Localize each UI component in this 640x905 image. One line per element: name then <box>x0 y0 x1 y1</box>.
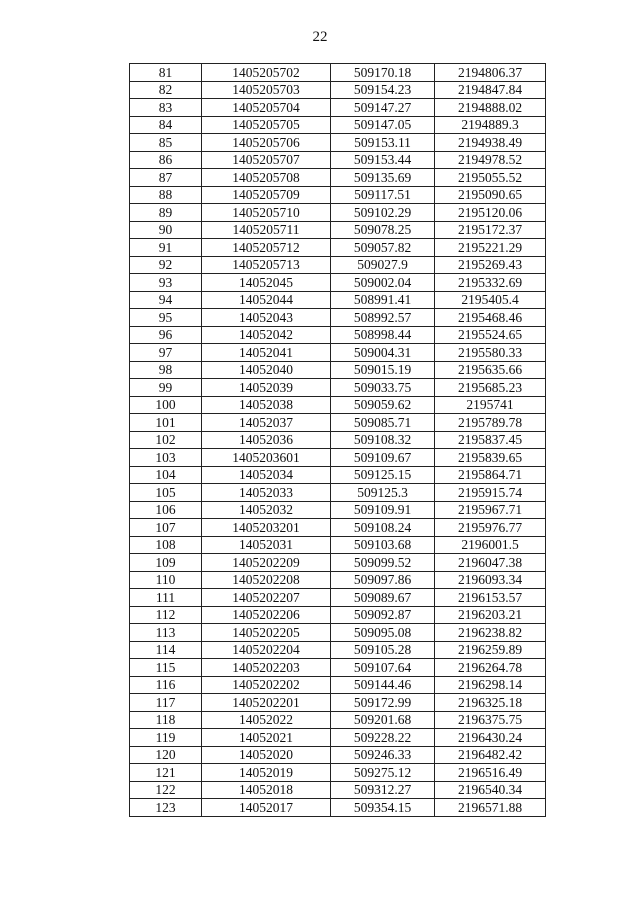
point-id-cell: 14052036 <box>202 431 331 449</box>
row-number-cell: 117 <box>130 694 202 712</box>
y-coordinate-cell: 2194978.52 <box>435 151 546 169</box>
row-number-cell: 97 <box>130 344 202 362</box>
x-coordinate-cell: 508992.57 <box>331 309 435 327</box>
y-coordinate-cell: 2195090.65 <box>435 186 546 204</box>
row-number-cell: 101 <box>130 414 202 432</box>
table-row <box>130 291 546 309</box>
table-row <box>130 186 546 204</box>
point-id-cell: 1405202204 <box>202 641 331 659</box>
table-row <box>130 256 546 274</box>
point-id-cell: 1405205706 <box>202 134 331 152</box>
table-row <box>130 64 546 82</box>
row-number-cell: 119 <box>130 729 202 747</box>
point-id-cell: 14052044 <box>202 291 331 309</box>
point-id-cell: 14052041 <box>202 344 331 362</box>
y-coordinate-cell: 2196001.5 <box>435 536 546 554</box>
y-coordinate-cell: 2194938.49 <box>435 134 546 152</box>
y-coordinate-cell: 2196264.78 <box>435 659 546 677</box>
row-number-cell: 82 <box>130 81 202 99</box>
x-coordinate-cell: 509312.27 <box>331 781 435 799</box>
x-coordinate-cell: 509097.86 <box>331 571 435 589</box>
x-coordinate-cell: 509154.23 <box>331 81 435 99</box>
table-row <box>130 431 546 449</box>
point-id-cell: 14052020 <box>202 746 331 764</box>
table-row <box>130 641 546 659</box>
y-coordinate-cell: 2195967.71 <box>435 501 546 519</box>
y-coordinate-cell: 2195864.71 <box>435 466 546 484</box>
point-id-cell: 14052018 <box>202 781 331 799</box>
y-coordinate-cell: 2194888.02 <box>435 99 546 117</box>
row-number-cell: 93 <box>130 274 202 292</box>
row-number-cell: 89 <box>130 204 202 222</box>
y-coordinate-cell: 2195120.06 <box>435 204 546 222</box>
table-row <box>130 326 546 344</box>
table-row <box>130 169 546 187</box>
x-coordinate-cell: 509002.04 <box>331 274 435 292</box>
x-coordinate-cell: 509102.29 <box>331 204 435 222</box>
y-coordinate-cell: 2196238.82 <box>435 624 546 642</box>
table-row <box>130 571 546 589</box>
row-number-cell: 88 <box>130 186 202 204</box>
table-row <box>130 396 546 414</box>
point-id-cell: 1405202203 <box>202 659 331 677</box>
x-coordinate-cell: 509092.87 <box>331 606 435 624</box>
row-number-cell: 86 <box>130 151 202 169</box>
y-coordinate-cell: 2196153.57 <box>435 589 546 607</box>
row-number-cell: 113 <box>130 624 202 642</box>
point-id-cell: 1405202206 <box>202 606 331 624</box>
table-row <box>130 659 546 677</box>
y-coordinate-cell: 2195055.52 <box>435 169 546 187</box>
row-number-cell: 122 <box>130 781 202 799</box>
x-coordinate-cell: 509109.91 <box>331 501 435 519</box>
row-number-cell: 107 <box>130 519 202 537</box>
table-row <box>130 221 546 239</box>
x-coordinate-cell: 509103.68 <box>331 536 435 554</box>
row-number-cell: 92 <box>130 256 202 274</box>
y-coordinate-cell: 2195741 <box>435 396 546 414</box>
table-row <box>130 116 546 134</box>
y-coordinate-cell: 2196325.18 <box>435 694 546 712</box>
x-coordinate-cell: 509033.75 <box>331 379 435 397</box>
point-id-cell: 14052032 <box>202 501 331 519</box>
point-id-cell: 14052017 <box>202 799 331 817</box>
x-coordinate-cell: 509004.31 <box>331 344 435 362</box>
point-id-cell: 14052040 <box>202 361 331 379</box>
x-coordinate-cell: 509354.15 <box>331 799 435 817</box>
point-id-cell: 1405205705 <box>202 116 331 134</box>
x-coordinate-cell: 509275.12 <box>331 764 435 782</box>
x-coordinate-cell: 509095.08 <box>331 624 435 642</box>
row-number-cell: 83 <box>130 99 202 117</box>
x-coordinate-cell: 509089.67 <box>331 589 435 607</box>
x-coordinate-cell: 509085.71 <box>331 414 435 432</box>
point-id-cell: 1405202205 <box>202 624 331 642</box>
table-row <box>130 379 546 397</box>
row-number-cell: 115 <box>130 659 202 677</box>
row-number-cell: 118 <box>130 711 202 729</box>
x-coordinate-cell: 509117.51 <box>331 186 435 204</box>
y-coordinate-cell: 2196047.38 <box>435 554 546 572</box>
x-coordinate-cell: 508998.44 <box>331 326 435 344</box>
point-id-cell: 14052031 <box>202 536 331 554</box>
x-coordinate-cell: 509015.19 <box>331 361 435 379</box>
x-coordinate-cell: 509057.82 <box>331 239 435 257</box>
coordinates-table-body <box>130 64 546 817</box>
point-id-cell: 14052037 <box>202 414 331 432</box>
point-id-cell: 1405205709 <box>202 186 331 204</box>
table-row <box>130 589 546 607</box>
row-number-cell: 106 <box>130 501 202 519</box>
table-row <box>130 344 546 362</box>
table-row <box>130 781 546 799</box>
y-coordinate-cell: 2194847.84 <box>435 81 546 99</box>
x-coordinate-cell: 509108.24 <box>331 519 435 537</box>
point-id-cell: 1405202209 <box>202 554 331 572</box>
point-id-cell: 1405202202 <box>202 676 331 694</box>
row-number-cell: 110 <box>130 571 202 589</box>
point-id-cell: 1405205703 <box>202 81 331 99</box>
y-coordinate-cell: 2196571.88 <box>435 799 546 817</box>
table-row <box>130 449 546 467</box>
row-number-cell: 123 <box>130 799 202 817</box>
point-id-cell: 14052043 <box>202 309 331 327</box>
row-number-cell: 84 <box>130 116 202 134</box>
y-coordinate-cell: 2195405.4 <box>435 291 546 309</box>
table-row <box>130 99 546 117</box>
table-row <box>130 694 546 712</box>
table-row <box>130 501 546 519</box>
point-id-cell: 1405202208 <box>202 571 331 589</box>
point-id-cell: 14052042 <box>202 326 331 344</box>
table-row <box>130 519 546 537</box>
row-number-cell: 98 <box>130 361 202 379</box>
y-coordinate-cell: 2196516.49 <box>435 764 546 782</box>
row-number-cell: 116 <box>130 676 202 694</box>
point-id-cell: 14052038 <box>202 396 331 414</box>
x-coordinate-cell: 509153.11 <box>331 134 435 152</box>
table-row <box>130 729 546 747</box>
table-row <box>130 799 546 817</box>
point-id-cell: 14052034 <box>202 466 331 484</box>
point-id-cell: 1405205710 <box>202 204 331 222</box>
table-row <box>130 554 546 572</box>
x-coordinate-cell: 509144.46 <box>331 676 435 694</box>
point-id-cell: 14052019 <box>202 764 331 782</box>
row-number-cell: 111 <box>130 589 202 607</box>
table-row <box>130 134 546 152</box>
table-row <box>130 484 546 502</box>
row-number-cell: 96 <box>130 326 202 344</box>
y-coordinate-cell: 2196203.21 <box>435 606 546 624</box>
row-number-cell: 87 <box>130 169 202 187</box>
point-id-cell: 1405205708 <box>202 169 331 187</box>
x-coordinate-cell: 509201.68 <box>331 711 435 729</box>
y-coordinate-cell: 2196298.14 <box>435 676 546 694</box>
table-row <box>130 274 546 292</box>
row-number-cell: 91 <box>130 239 202 257</box>
point-id-cell: 1405202207 <box>202 589 331 607</box>
coordinates-table <box>129 63 546 817</box>
row-number-cell: 94 <box>130 291 202 309</box>
x-coordinate-cell: 509147.27 <box>331 99 435 117</box>
x-coordinate-cell: 509147.05 <box>331 116 435 134</box>
row-number-cell: 90 <box>130 221 202 239</box>
y-coordinate-cell: 2195468.46 <box>435 309 546 327</box>
point-id-cell: 14052021 <box>202 729 331 747</box>
row-number-cell: 114 <box>130 641 202 659</box>
row-number-cell: 81 <box>130 64 202 82</box>
table-row <box>130 536 546 554</box>
table-row <box>130 361 546 379</box>
x-coordinate-cell: 509153.44 <box>331 151 435 169</box>
y-coordinate-cell: 2196375.75 <box>435 711 546 729</box>
point-id-cell: 14052045 <box>202 274 331 292</box>
table-row <box>130 764 546 782</box>
row-number-cell: 109 <box>130 554 202 572</box>
y-coordinate-cell: 2195685.23 <box>435 379 546 397</box>
table-row <box>130 151 546 169</box>
y-coordinate-cell: 2196093.34 <box>435 571 546 589</box>
x-coordinate-cell: 509246.33 <box>331 746 435 764</box>
table-row <box>130 204 546 222</box>
y-coordinate-cell: 2195789.78 <box>435 414 546 432</box>
y-coordinate-cell: 2195221.29 <box>435 239 546 257</box>
x-coordinate-cell: 509107.64 <box>331 659 435 677</box>
table-row <box>130 239 546 257</box>
y-coordinate-cell: 2195332.69 <box>435 274 546 292</box>
row-number-cell: 95 <box>130 309 202 327</box>
table-row <box>130 81 546 99</box>
x-coordinate-cell: 508991.41 <box>331 291 435 309</box>
y-coordinate-cell: 2196540.34 <box>435 781 546 799</box>
row-number-cell: 105 <box>130 484 202 502</box>
x-coordinate-cell: 509078.25 <box>331 221 435 239</box>
table-row <box>130 606 546 624</box>
table-row <box>130 624 546 642</box>
y-coordinate-cell: 2194806.37 <box>435 64 546 82</box>
point-id-cell: 1405202201 <box>202 694 331 712</box>
y-coordinate-cell: 2195837.45 <box>435 431 546 449</box>
x-coordinate-cell: 509105.28 <box>331 641 435 659</box>
row-number-cell: 102 <box>130 431 202 449</box>
y-coordinate-cell: 2194889.3 <box>435 116 546 134</box>
y-coordinate-cell: 2195580.33 <box>435 344 546 362</box>
page-number: 22 <box>312 29 328 45</box>
point-id-cell: 14052022 <box>202 711 331 729</box>
y-coordinate-cell: 2195976.77 <box>435 519 546 537</box>
x-coordinate-cell: 509170.18 <box>331 64 435 82</box>
row-number-cell: 108 <box>130 536 202 554</box>
y-coordinate-cell: 2195172.37 <box>435 221 546 239</box>
point-id-cell: 14052033 <box>202 484 331 502</box>
point-id-cell: 1405205711 <box>202 221 331 239</box>
y-coordinate-cell: 2196259.89 <box>435 641 546 659</box>
row-number-cell: 120 <box>130 746 202 764</box>
point-id-cell: 1405205713 <box>202 256 331 274</box>
x-coordinate-cell: 509109.67 <box>331 449 435 467</box>
point-id-cell: 1405205704 <box>202 99 331 117</box>
y-coordinate-cell: 2196430.24 <box>435 729 546 747</box>
x-coordinate-cell: 509125.3 <box>331 484 435 502</box>
point-id-cell: 1405205707 <box>202 151 331 169</box>
row-number-cell: 121 <box>130 764 202 782</box>
table-row <box>130 746 546 764</box>
table-row <box>130 466 546 484</box>
x-coordinate-cell: 509108.32 <box>331 431 435 449</box>
table-row <box>130 711 546 729</box>
y-coordinate-cell: 2195269.43 <box>435 256 546 274</box>
x-coordinate-cell: 509135.69 <box>331 169 435 187</box>
y-coordinate-cell: 2195915.74 <box>435 484 546 502</box>
row-number-cell: 112 <box>130 606 202 624</box>
x-coordinate-cell: 509027.9 <box>331 256 435 274</box>
y-coordinate-cell: 2195524.65 <box>435 326 546 344</box>
row-number-cell: 85 <box>130 134 202 152</box>
x-coordinate-cell: 509059.62 <box>331 396 435 414</box>
row-number-cell: 104 <box>130 466 202 484</box>
table-row <box>130 309 546 327</box>
point-id-cell: 1405205702 <box>202 64 331 82</box>
x-coordinate-cell: 509228.22 <box>331 729 435 747</box>
table-row <box>130 414 546 432</box>
x-coordinate-cell: 509172.99 <box>331 694 435 712</box>
row-number-cell: 103 <box>130 449 202 467</box>
point-id-cell: 1405205712 <box>202 239 331 257</box>
y-coordinate-cell: 2196482.42 <box>435 746 546 764</box>
y-coordinate-cell: 2195635.66 <box>435 361 546 379</box>
y-coordinate-cell: 2195839.65 <box>435 449 546 467</box>
x-coordinate-cell: 509099.52 <box>331 554 435 572</box>
table-row <box>130 676 546 694</box>
point-id-cell: 1405203601 <box>202 449 331 467</box>
point-id-cell: 1405203201 <box>202 519 331 537</box>
x-coordinate-cell: 509125.15 <box>331 466 435 484</box>
point-id-cell: 14052039 <box>202 379 331 397</box>
row-number-cell: 99 <box>130 379 202 397</box>
row-number-cell: 100 <box>130 396 202 414</box>
